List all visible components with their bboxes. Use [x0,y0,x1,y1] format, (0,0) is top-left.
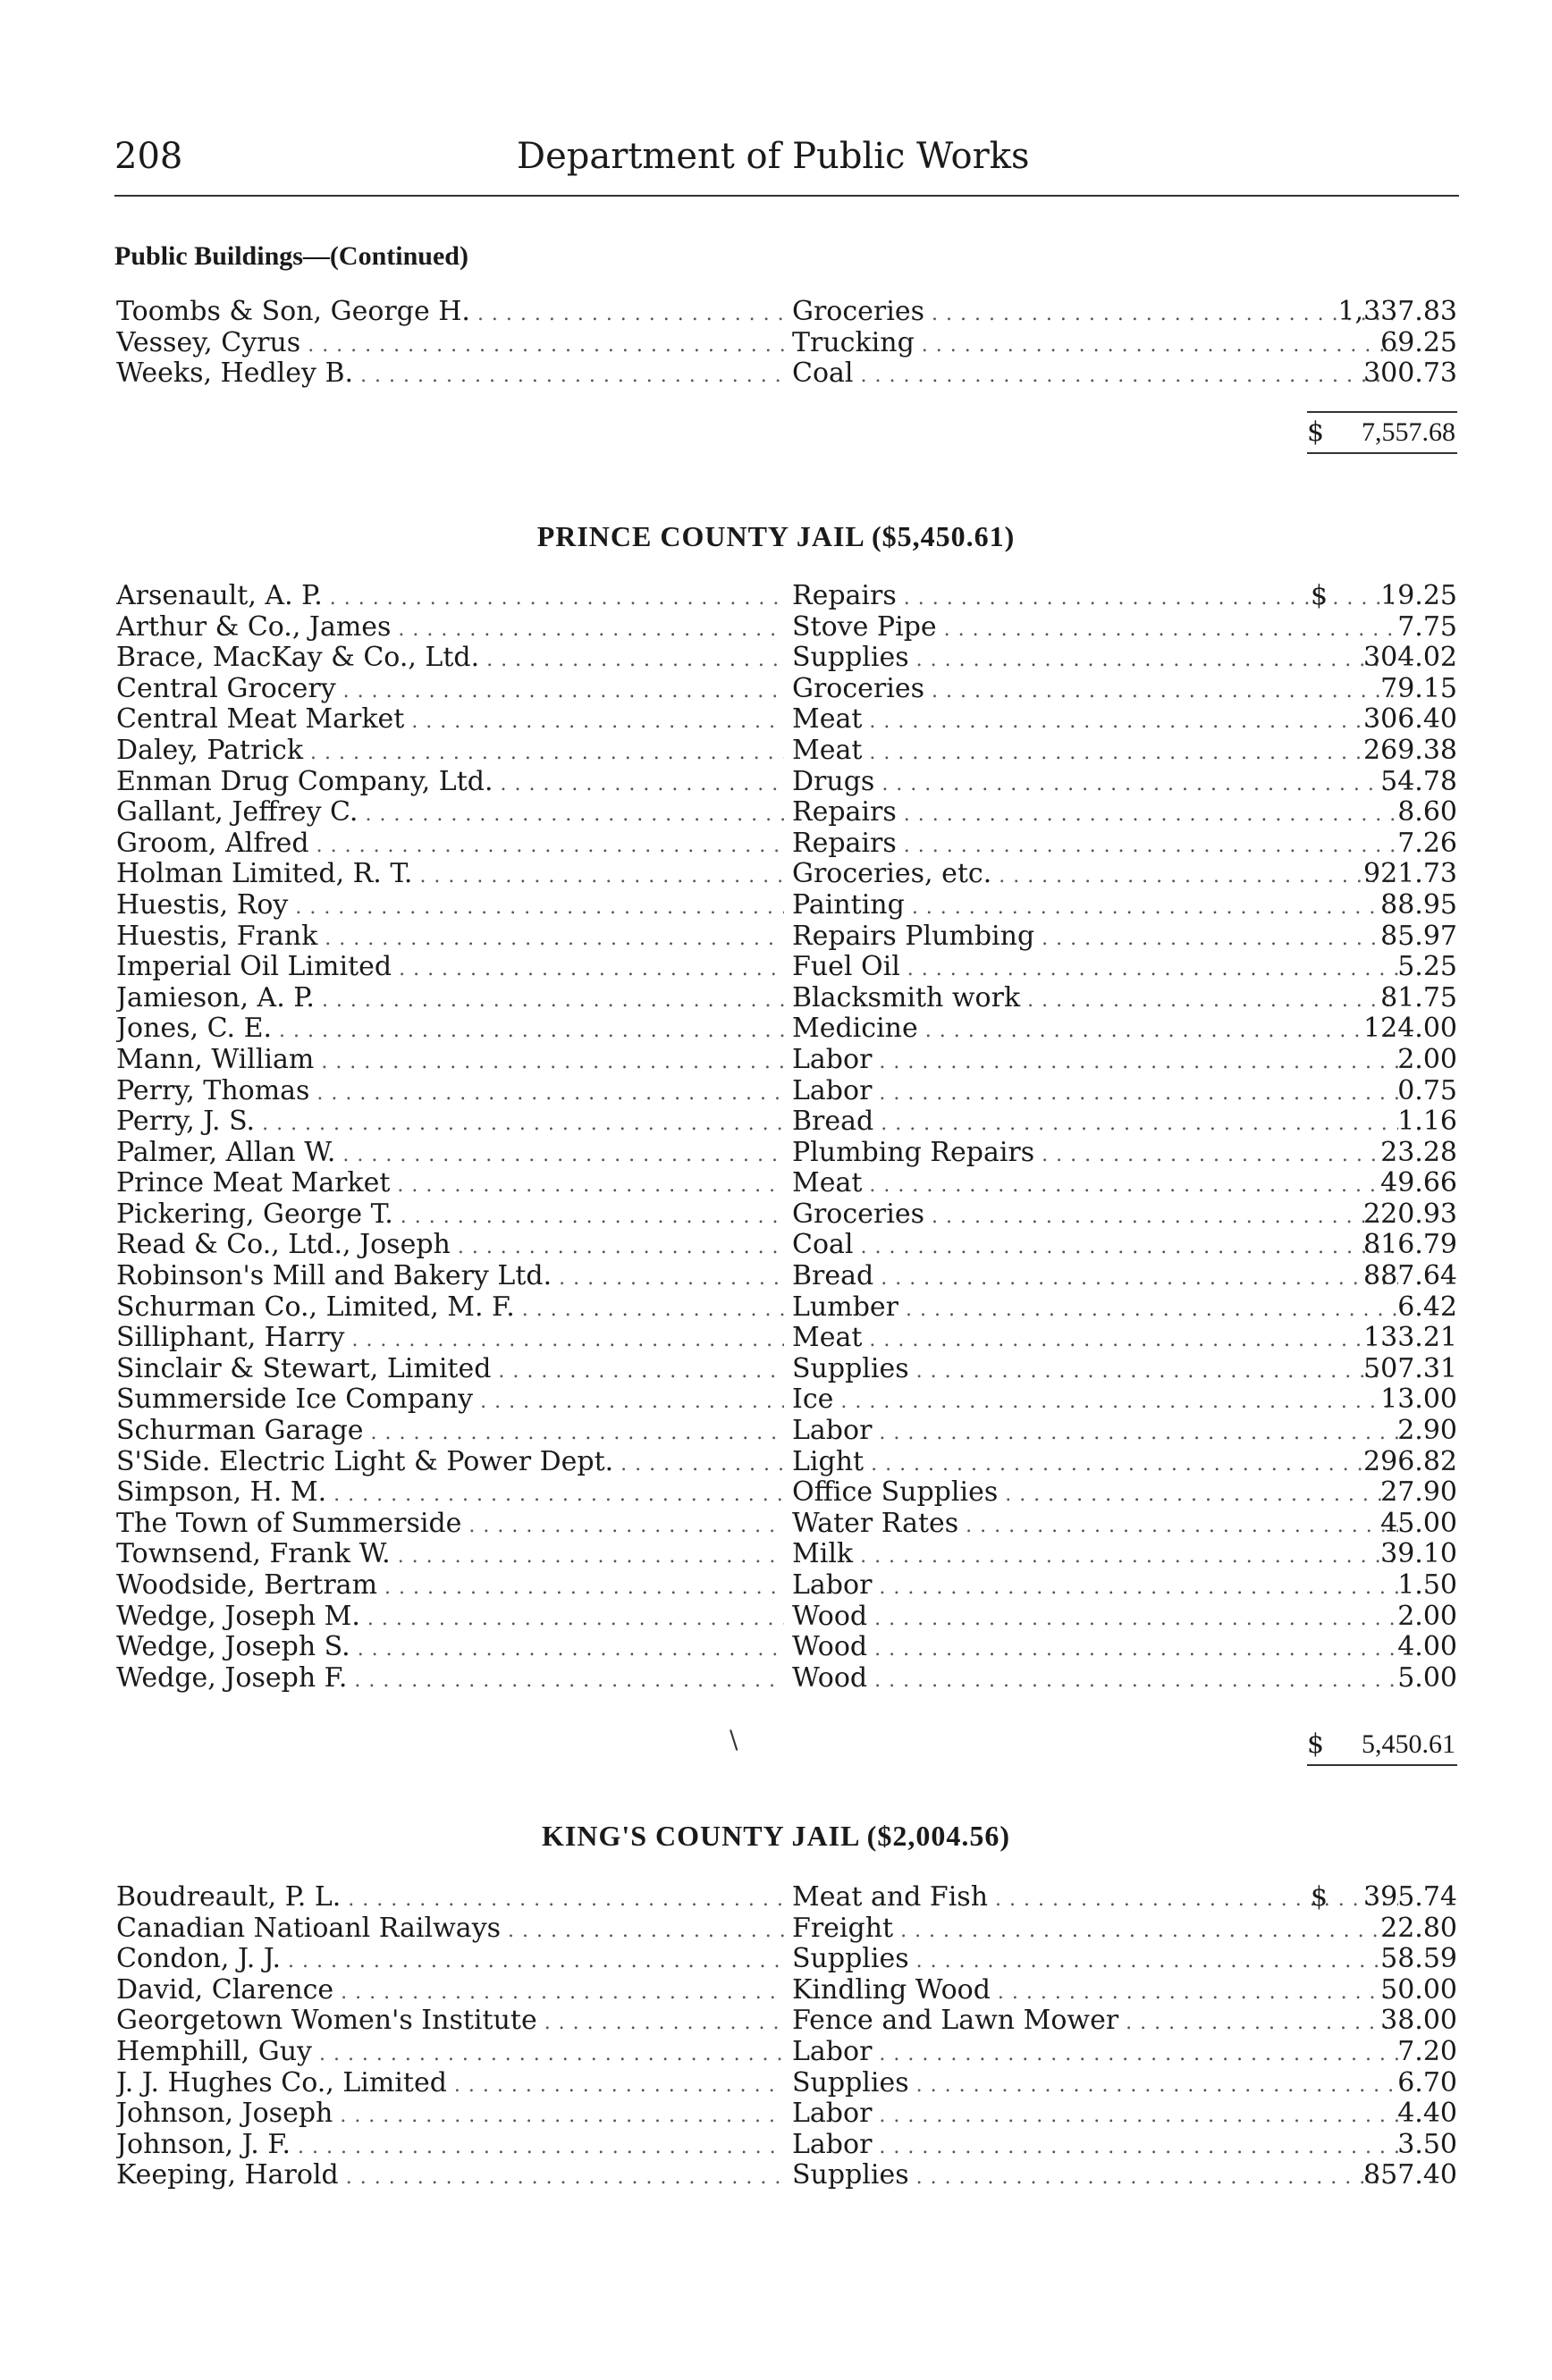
amount: 300.73 [1363,357,1457,390]
item-description: Coal . . . [792,358,1398,392]
prince-county-jail-table [116,581,1457,1694]
payee-name: Sinclair & Stewart, Limited . . . [116,1354,784,1388]
total-rule-bottom [1307,1764,1457,1766]
payee-name: Wedge, Joseph S. . . . [116,1632,784,1666]
dollar-sign: $ [1307,416,1325,448]
table-row [116,643,1457,674]
table-row [116,2160,1457,2191]
payee-name: Pickering, George T. . . . [116,1199,784,1233]
table-row [116,2006,1457,2037]
item-description: Wood . . . [792,1632,1398,1666]
item-description: Milk . . . [792,1539,1398,1573]
payee-name: Imperial Oil Limited . . . [116,952,784,986]
payee-name: Holman Limited, R. T. . . . [116,859,784,893]
prince-county-jail-total [1305,1725,1459,1766]
kings-county-jail-table [116,1882,1457,2191]
item-description: Medicine . . . [792,1013,1398,1047]
payee-name: Woodside, Bertram . . . [116,1570,784,1604]
amount: 306.40 [1363,703,1457,736]
table-row [116,1013,1457,1045]
item-description: Labor . . . [792,1416,1398,1450]
payee-name: Groom, Alfred . . . [116,828,784,862]
item-description: Ice . . . [792,1384,1398,1418]
table-row [116,358,1457,390]
item-description: Meat . . . [792,1323,1398,1357]
item-description: Fuel Oil . . . [792,952,1398,986]
table-row [116,1509,1457,1540]
amount: 7.20 [1397,2035,1457,2067]
payee-name: Summerside Ice Company . . . [116,1384,784,1418]
item-description: Repairs Plumbing . . . [792,921,1398,955]
amount: 2.00 [1397,1600,1457,1632]
amount: 3.50 [1397,2128,1457,2160]
amount: 5.25 [1397,951,1457,983]
payee-name: David, Clarence . . . [116,1975,784,2009]
item-description: Freight . . . [792,1913,1398,1947]
table-row [116,1076,1457,1107]
table-row [116,921,1457,953]
table-row [116,1663,1457,1695]
item-description: Lumber . . . [792,1292,1398,1326]
table-row [116,2130,1457,2161]
amount: 19.25 [1380,580,1457,611]
page-number: 208 [114,136,183,177]
item-description: Drugs . . . [792,767,1398,801]
item-description: Meat . . . [792,736,1398,770]
payee-name: Johnson, Joseph . . . [116,2098,784,2132]
amount: 38.00 [1380,2005,1457,2037]
payee-name: Central Grocery . . . [116,674,784,708]
amount: 921.73 [1363,858,1457,890]
amount: 79.15 [1380,672,1457,704]
item-description: Meat and Fish . . . [792,1882,1398,1916]
amount: 2.00 [1397,1043,1457,1075]
item-description: Labor . . . [792,1045,1398,1079]
amount: 220.93 [1363,1198,1457,1230]
payee-name: Toombs & Son, George H. . . . [116,297,784,331]
item-description: Bread . . . [792,1261,1398,1295]
table-row [116,1632,1457,1663]
total-rule-bottom [1307,452,1457,454]
payee-name: Simpson, H. M. . . . [116,1477,784,1511]
amount: 7.75 [1397,610,1457,643]
item-description: Coal . . . [792,1230,1398,1264]
payee-name: Mann, William . . . [116,1045,784,1079]
payee-name: Canadian Natioanl Railways . . . [116,1913,784,1947]
table-row [116,1384,1457,1416]
item-description: Light . . . [792,1447,1398,1481]
item-description: Bread . . . [792,1106,1398,1140]
payee-name: Georgetown Women's Institute . . . [116,2006,784,2039]
payee-name: Keeping, Harold . . . [116,2160,784,2194]
public-buildings-table [116,297,1457,390]
payee-name: Huestis, Frank . . . [116,921,784,955]
amount: 13.00 [1380,1383,1457,1416]
item-description: Repairs . . . [792,828,1398,862]
total-row [1305,1725,1459,1764]
item-description: Supplies . . . [792,1944,1398,1978]
item-description: Labor . . . [792,2098,1398,2132]
amount: 0.75 [1397,1074,1457,1106]
amount: 8.60 [1397,796,1457,828]
table-row [116,1168,1457,1199]
table-row [116,1602,1457,1633]
amount: 1,337.83 [1337,296,1457,327]
amount: 69.25 [1380,326,1457,358]
payee-name: J. J. Hughes Co., Limited . . . [116,2068,784,2102]
item-description: Wood . . . [792,1663,1398,1697]
table-row [116,2098,1457,2130]
payee-name: Vessey, Cyrus . . . [116,328,784,362]
table-row [116,674,1457,705]
table-row [116,1477,1457,1509]
amount: 1.50 [1397,1569,1457,1601]
item-description: Supplies . . . [792,643,1398,677]
amount: 7.26 [1397,827,1457,859]
running-head: Department of Public Works [517,136,1030,177]
item-description: Labor . . . [792,1076,1398,1110]
table-row [116,704,1457,736]
amount: 133.21 [1363,1322,1457,1354]
table-row [116,1570,1457,1602]
table-row [116,581,1457,612]
payee-name: Silliphant, Harry . . . [116,1323,784,1357]
payee-name: Palmer, Allan W. . . . [116,1138,784,1172]
table-row [116,1292,1457,1324]
amount: 50.00 [1380,1973,1457,2006]
payee-name: Arsenault, A. P. . . . [116,581,784,615]
item-description: Trucking . . . [792,328,1398,362]
payee-name: Weeks, Hedley B. . . . [116,358,784,392]
amount: 88.95 [1380,888,1457,921]
amount: 27.90 [1380,1476,1457,1509]
table-row [116,1045,1457,1076]
amount: 507.31 [1363,1352,1457,1384]
total-amount: 7,557.68 [1362,417,1455,447]
item-description: Plumbing Repairs . . . [792,1138,1398,1172]
payee-name: Jamieson, A. P. . . . [116,983,784,1017]
total-row [1305,413,1459,452]
payee-name: Townsend, Frank W. . . . [116,1539,784,1573]
payee-name: Read & Co., Ltd., Joseph . . . [116,1230,784,1264]
dollar-sign: $ [1311,580,1328,611]
amount: 6.70 [1397,2066,1457,2098]
payee-name: Wedge, Joseph M. . . . [116,1602,784,1636]
payee-name: Johnson, J. F. . . . [116,2130,784,2164]
payee-name: Schurman Co., Limited, M. F. . . . [116,1292,784,1326]
payee-name: The Town of Summerside . . . [116,1509,784,1543]
payee-name: Hemphill, Guy . . . [116,2037,784,2071]
item-description: Wood . . . [792,1602,1398,1636]
table-row [116,2037,1457,2068]
payee-name: Arthur & Co., James . . . [116,612,784,646]
table-row [116,1944,1457,1975]
item-description: Supplies . . . [792,1354,1398,1388]
payee-name: Robinson's Mill and Bakery Ltd. . . . [116,1261,784,1295]
table-row [116,767,1457,798]
item-description: Painting . . . [792,890,1398,924]
table-row [116,1447,1457,1478]
item-description: Labor . . . [792,2130,1398,2164]
payee-name: Brace, MacKay & Co., Ltd. . . . [116,643,784,677]
payee-name: Huestis, Roy . . . [116,890,784,924]
dollar-sign: $ [1311,1881,1328,1913]
table-row [116,1106,1457,1138]
amount: 4.40 [1397,2098,1457,2130]
amount: 85.97 [1380,920,1457,952]
item-description: Fence and Lawn Mower . . . [792,2006,1398,2039]
header-rule [114,195,1459,197]
table-row [116,1138,1457,1169]
item-description: Office Supplies . . . [792,1477,1398,1511]
amount: 857.40 [1363,2159,1457,2191]
payee-name: Condon, J. J. . . . [116,1944,784,1978]
amount: 296.82 [1363,1445,1457,1477]
item-description: Supplies . . . [792,2068,1398,2102]
payee-name: Schurman Garage . . . [116,1416,784,1450]
table-row [116,983,1457,1014]
table-row [116,890,1457,921]
table-row [116,1230,1457,1261]
amount: 304.02 [1363,642,1457,674]
payee-name: Enman Drug Company, Ltd. . . . [116,767,784,801]
amount: 58.59 [1380,1943,1457,1975]
table-row [116,1416,1457,1447]
item-description: Kindling Wood . . . [792,1975,1398,2009]
payee-name: Daley, Patrick . . . [116,736,784,770]
table-row [116,612,1457,643]
amount: 39.10 [1380,1538,1457,1570]
item-description: Labor . . . [792,1570,1398,1604]
amount: 49.66 [1380,1167,1457,1199]
total-amount: 5,450.61 [1362,1729,1455,1759]
amount: 2.90 [1397,1415,1457,1447]
table-row [116,2068,1457,2099]
table-row [116,1354,1457,1385]
table-row [116,1261,1457,1292]
payee-name: Central Meat Market . . . [116,704,784,738]
amount: 45.00 [1380,1507,1457,1539]
item-description: Supplies . . . [792,2160,1398,2194]
amount: 124.00 [1363,1013,1457,1045]
dollar-sign: $ [1307,1728,1325,1760]
item-description: Groceries . . . [792,1199,1398,1233]
table-row [116,1323,1457,1354]
table-row [116,1199,1457,1231]
amount: 5.00 [1397,1661,1457,1694]
table-row [116,859,1457,890]
payee-name: Perry, J. S. . . . [116,1106,784,1140]
payee-name: Wedge, Joseph F. . . . [116,1663,784,1697]
amount: 4.00 [1397,1631,1457,1663]
amount: 1.16 [1397,1106,1457,1138]
amount: 81.75 [1380,981,1457,1013]
item-description: Labor . . . [792,2037,1398,2071]
item-description: Groceries, etc. . . . [792,859,1398,893]
stray-mark: \ [730,1725,738,1754]
item-description: Blacksmith work . . . [792,983,1398,1017]
public-buildings-total [1305,411,1459,454]
amount: 54.78 [1380,765,1457,797]
table-row [116,797,1457,828]
item-description: Repairs . . . [792,797,1398,831]
item-description: Stove Pipe . . . [792,612,1398,646]
table-row [116,1975,1457,2006]
amount: 816.79 [1363,1229,1457,1261]
table-row [116,952,1457,983]
payee-name: Jones, C. E. . . . [116,1013,784,1047]
table-row [116,297,1457,328]
table-row [116,828,1457,860]
table-row [116,1539,1457,1570]
item-description: Water Rates . . . [792,1509,1398,1543]
amount: 395.74 [1363,1881,1457,1913]
section-label-public-buildings: Public Buildings—(Continued) [114,241,468,271]
table-row [116,1882,1457,1913]
amount: 887.64 [1363,1260,1457,1292]
table-row [116,328,1457,359]
amount: 23.28 [1380,1136,1457,1168]
table-row [116,736,1457,767]
item-description: Groceries . . . [792,297,1398,331]
section-title-prince-county-jail: PRINCE COUNTY JAIL ($5,450.61) [536,520,1016,552]
page-header [114,136,1455,181]
payee-name: Prince Meat Market . . . [116,1168,784,1202]
payee-name: S'Side. Electric Light & Power Dept. . . . [116,1447,784,1481]
payee-name: Perry, Thomas . . . [116,1076,784,1110]
item-description: Repairs . . . [792,581,1398,615]
amount: 22.80 [1380,1912,1457,1944]
amount: 269.38 [1363,734,1457,766]
amount: 6.42 [1397,1291,1457,1323]
item-description: Meat . . . [792,704,1398,738]
item-description: Groceries . . . [792,674,1398,708]
table-row [116,1913,1457,1945]
payee-name: Gallant, Jeffrey C. . . . [116,797,784,831]
payee-name: Boudreault, P. L. . . . [116,1882,784,1916]
item-description: Meat . . . [792,1168,1398,1202]
section-title-kings-county-jail: KING'S COUNTY JAIL ($2,004.56) [542,1820,1010,1852]
